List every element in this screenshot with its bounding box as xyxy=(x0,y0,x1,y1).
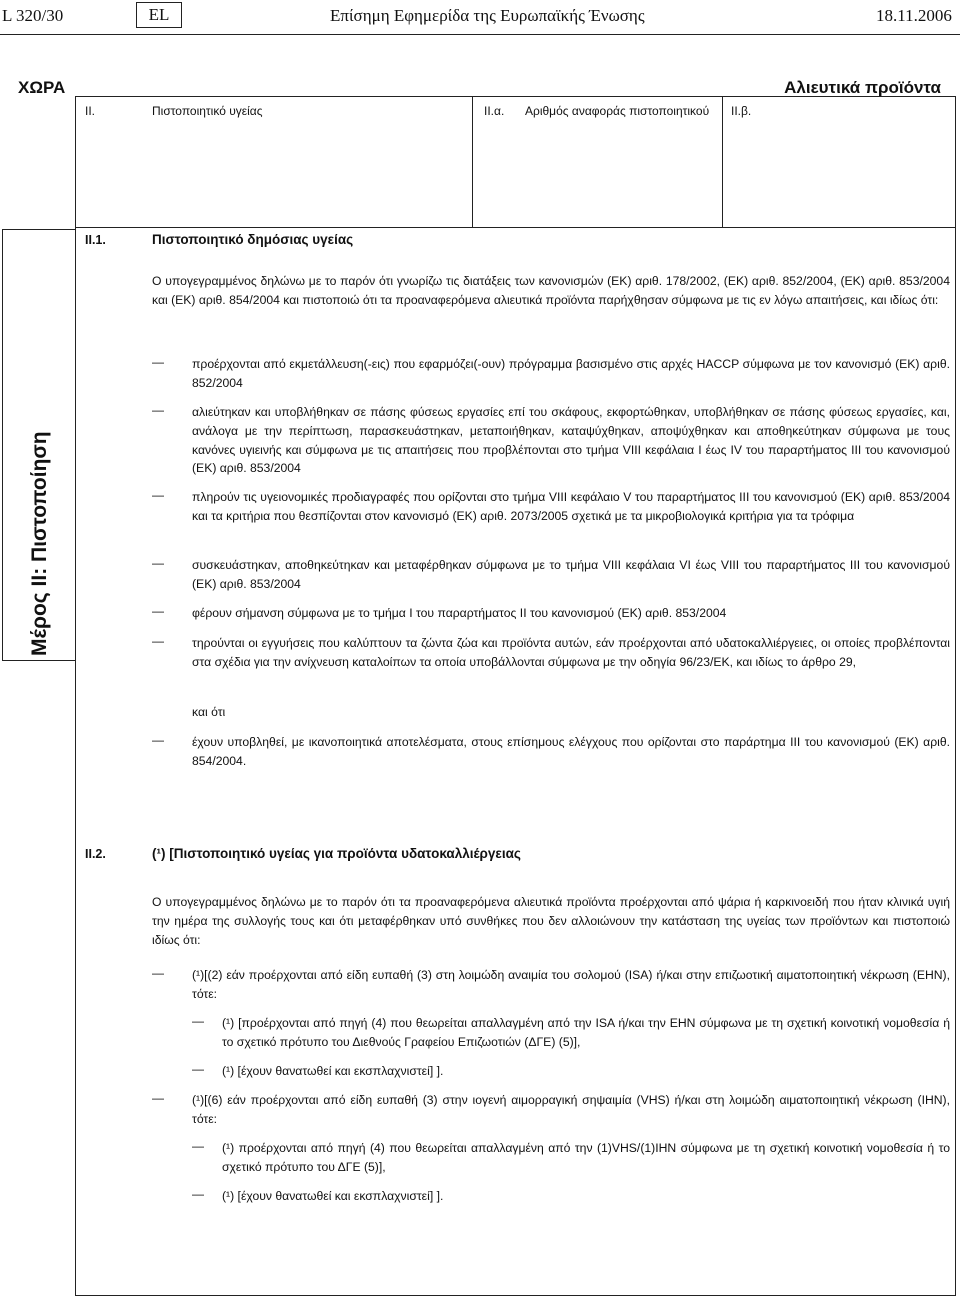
dash: — xyxy=(152,488,164,502)
s2-item-a1: (¹) [προέρχονται από πηγή (4) που θεωρείται απαλλαγμένη από την ISA ή/και την EHN σύμφωνα με τη σχετική κοινοτική νομοθεσία ή το σχετικό πρότυπο του Διεθνούς Γραφείου Επιζωοτιών (ΔΓΕ) (5)], xyxy=(222,1016,950,1049)
s1-item-6: τηρούνται οι εγγυήσεις που καλύπτουν τα ζώντα ζώα και προϊόντα αυτών, εάν προέρχονται από υδατοκαλλιέργειες, οι οποίες προβλέπονται στα σχέδια για την ανίχνευση καταλοίπων τα οποία υποβάλλονται σύμφωνα με την οδηγία 96/23/ΕΚ, και ιδίως το άρθρο 29, xyxy=(192,636,950,669)
and-that: και ότι xyxy=(192,705,226,719)
s1-item-5: φέρουν σήμανση σύμφωνα με το τμήμα I του παραρτήματος II του κανονισμού (ΕΚ) αριθ. 853/2004 xyxy=(192,606,727,620)
dash: — xyxy=(192,1062,204,1076)
country-label: ΧΩΡΑ xyxy=(18,78,66,97)
dash: — xyxy=(152,1091,164,1105)
section-1-number: II.1. xyxy=(85,233,106,247)
dash: — xyxy=(192,1187,204,1201)
section-2-title: (¹) [Πιστοποιητικό υγείας για προϊόντα υδατοκαλλιέργειας xyxy=(152,846,521,861)
s2-item-a: (¹)[(2) εάν προέρχονται από είδη ευπαθή (3) στη λοιμώδη αναιμία του σολομού (ISA) ή/και στην επιζωοτική αιματοποιητική νέκρωση (EHN), τότε: xyxy=(192,968,950,1001)
s1-item-1: προέρχονται από εκμετάλλευση(-εις) που εφαρμόζει(-ουν) πρόγραμμα βασισμένο στις αρχές HACCP σύμφωνα με τον κανονισμό (ΕΚ) αριθ. 852/2004 xyxy=(192,357,950,390)
top-box-bottom-rule xyxy=(75,227,956,228)
box-certificate xyxy=(75,96,473,227)
publication-date: 18.11.2006 xyxy=(876,6,952,25)
header-rule xyxy=(0,34,960,35)
dash: — xyxy=(192,1139,204,1153)
language-code: EL xyxy=(136,2,182,28)
dash: — xyxy=(152,966,164,980)
s2-item-b2: (¹) [έχουν θανατωθεί και εκσπλαχνιστεί] ]. xyxy=(222,1189,444,1203)
dash: — xyxy=(152,604,164,618)
s1-item-4: συσκευάστηκαν, αποθηκεύτηκαν και μεταφέρθηκαν σύμφωνα με το τμήμα VIII κεφάλαια VI έως VIII του παραρτήματος III του κανονισμού (ΕΚ) αριθ. 853/2004 xyxy=(192,558,950,591)
running-header xyxy=(0,0,960,40)
dash: — xyxy=(152,733,164,747)
field-label-certificate: Πιστοποιητικό υγείας xyxy=(152,104,263,118)
dash: — xyxy=(152,556,164,570)
s1-item-3: πληρούν τις υγειονομικές προδιαγραφές που ορίζονται στο τμήμα VIII κεφάλαιο V του παραρτήματος III του κανονισμού (ΕΚ) αριθ. 853/2004 και τα κριτήρια που θεσπίζονται στον κανονισμό (ΕΚ) αριθ. 2073/2005 σχετικά με τα μικροβιολογικά κριτήρια για τα τρόφιμα xyxy=(192,490,950,523)
section-2-number: II.2. xyxy=(85,847,106,861)
journal-title: Επίσημη Εφημερίδα της Ευρωπαϊκής Ένωσης xyxy=(330,6,645,25)
section-2-intro: Ο υπογεγραμμένος δηλώνω με το παρόν ότι τα προαναφερόμενα αλιευτικά προϊόντα προέρχονται από ψάρια ή καρκινοειδή που ήταν κλινικά υγιή την ημέρα της συλλογής τους και ότι μεταφέρθηκαν υπό συνθήκες που δεν αλλοιώνουν την κατάσταση της υγείας των προϊόντων και πιστοποιώ ιδίως ότι: xyxy=(152,895,950,947)
dash: — xyxy=(152,355,164,369)
s2-item-b: (¹)[(6) εάν προέρχονται από είδη ευπαθή (3) στην ιογενή αιμορραγική σηψαιμία (VHS) ή/και στη λοιμώδη αιματοποιητική νέκρωση (IHN), τότε: xyxy=(192,1093,950,1126)
dash: — xyxy=(152,634,164,648)
dash: — xyxy=(152,403,164,417)
s2-item-b1: (¹) προέρχονται από πηγή (4) που θεωρείται απαλλαγμένη από την (1)VHS/(1)IHN σύμφωνα με τη σχετική κοινοτική νομοθεσία ή το σχετικό πρότυπο του ΔΓΕ (5)], xyxy=(222,1141,950,1174)
field-num-iib: II.β. xyxy=(731,104,752,118)
product-label: Αλιευτικά προϊόντα xyxy=(784,78,941,97)
s1-last-item: έχουν υποβληθεί, με ικανοποιητικά αποτελέσματα, στους επίσημους ελέγχους που ορίζονται στο παράρτημα III του κανονισμού (ΕΚ) αριθ. 854/2004. xyxy=(192,735,950,768)
field-num-iia: II.α. xyxy=(484,104,505,118)
section-1-title: Πιστοποιητικό δημόσιας υγείας xyxy=(152,232,354,247)
section-1-intro: Ο υπογεγραμμένος δηλώνω με το παρόν ότι γνωρίζω τις διατάξεις των κανονισμών (ΕΚ) αριθ. 178/2002, (ΕΚ) αριθ. 852/2004, (ΕΚ) αριθ. 853/2004 και (ΕΚ) αριθ. 854/2004 και πιστοποιώ ότι τα προαναφερόμενα αλιευτικά προϊόντα παρήχθησαν σύμφωνα με τις εν λόγω απαιτήσεις, και ιδίως ότι: xyxy=(152,274,950,307)
s2-item-a2: (¹) [έχουν θανατωθεί και εκσπλαχνιστεί] ]. xyxy=(222,1064,444,1078)
page-reference: L 320/30 xyxy=(2,6,64,25)
sidebar-label: Μέρος II: Πιστοποίηση xyxy=(28,431,51,656)
dash: — xyxy=(192,1014,204,1028)
field-num-ii: II. xyxy=(85,104,96,118)
s1-item-2: αλιεύτηκαν και υποβλήθηκαν σε πάσης φύσεως εργασίες επί του σκάφους, εκφορτώθηκαν, υποβλήθηκαν σε πάσης φύσεως εργασίες, και, ανάλογα με την περίπτωση, παρασκευάστηκαν, μεταποιήθηκαν, καταψύχθηκαν, αποψύχθηκαν και αποθηκεύτηκαν σύμφωνα με τους κανόνες υγιεινής και σύμφωνα με τις απαιτήσεις που προβλέπονται στο τμήμα VIII κεφάλαια I έως IV του παραρτήματος III του κανονισμού (ΕΚ) αριθ. 853/2004 xyxy=(192,405,950,476)
field-label-reference: Αριθμός αναφοράς πιστοποιητικού xyxy=(525,104,710,118)
